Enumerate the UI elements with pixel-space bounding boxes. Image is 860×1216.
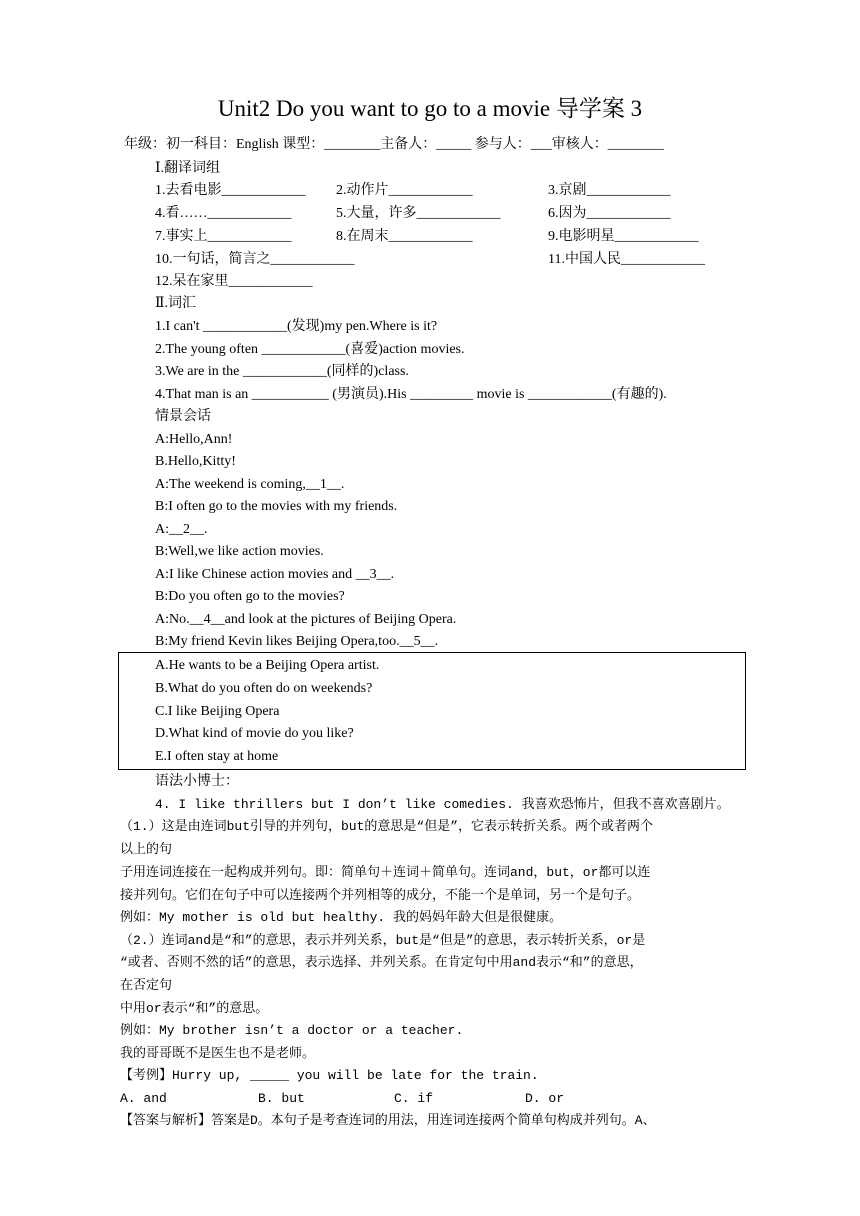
example-question: 【考例】Hurry up, _____ you will be late for the train. bbox=[120, 1068, 539, 1083]
grammar-line: 例如：My brother isn’t a doctor or a teacher. bbox=[120, 1023, 464, 1038]
word-item: 4.That man is an ___________ (男演员).His _________ movie is ____________(有趣的). bbox=[155, 387, 667, 402]
example-option: D. or bbox=[525, 1091, 565, 1106]
dialogue-line: B:My friend Kevin likes Beijing Opera,too.__5__. bbox=[155, 634, 439, 649]
option-item: B.What do you often do on weekends? bbox=[155, 681, 373, 696]
dialogue-line: B.Hello,Kitty! bbox=[155, 454, 236, 469]
option-item: C.I like Beijing Opera bbox=[155, 704, 280, 719]
dialogue-line: B:Well,we like action movies. bbox=[155, 544, 324, 559]
example-option: A. and bbox=[120, 1091, 167, 1106]
dialogue-line: B:I often go to the movies with my friends. bbox=[155, 499, 398, 514]
grammar-line: 4. I like thrillers but I don’t like comedies. 我喜欢恐怖片，但我不喜欢喜剧片。 bbox=[155, 797, 730, 812]
vocab-item: 12.呆在家里____________ bbox=[155, 274, 313, 289]
vocab-item: 2.动作片____________ bbox=[336, 183, 473, 198]
word-item: 3.We are in the ____________(同样的)class. bbox=[155, 364, 409, 379]
grammar-line: 接并列句。它们在句子中可以连接两个并列相等的成分，不能一个是单词，另一个是句子。 bbox=[120, 888, 641, 903]
vocab-item: 5.大量，许多____________ bbox=[336, 206, 501, 221]
vocab-item: 1.去看电影____________ bbox=[155, 183, 306, 198]
dialogue-line: B:Do you often go to the movies? bbox=[155, 589, 345, 604]
dialogue-line: A:The weekend is coming,__1__. bbox=[155, 477, 345, 492]
dialogue-line: A:Hello,Ann! bbox=[155, 432, 233, 447]
grammar-line: （1.）这是由连词but引导的并列句，but的意思是“但是”，它表示转折关系。两个或者两个 bbox=[120, 819, 654, 834]
example-option: B. but bbox=[258, 1091, 305, 1106]
vocab-item: 6.因为____________ bbox=[548, 206, 671, 221]
answer-analysis: 【答案与解析】答案是D。本句子是考查连词的用法，用连词连接两个简单句构成并列句。A、 bbox=[120, 1113, 656, 1128]
dialogue-line: A:No.__4__and look at the pictures of Beijing Opera. bbox=[155, 612, 457, 627]
word-item: 1.I can't ____________(发现)my pen.Where is it? bbox=[155, 319, 438, 334]
vocab-item: 3.京剧____________ bbox=[548, 183, 671, 198]
vocab-item: 7.事实上____________ bbox=[155, 229, 292, 244]
vocab-item: 11.中国人民____________ bbox=[548, 252, 705, 267]
grammar-line: 中用or表示“和”的意思。 bbox=[120, 1001, 269, 1016]
option-item: A.He wants to be a Beijing Opera artist. bbox=[155, 658, 380, 673]
vocab-item: 10.一句话，简言之____________ bbox=[155, 252, 355, 267]
grammar-line: 子用连词连接在一起构成并列句。即：简单句＋连词＋简单句。连词and，but，or都可以连 bbox=[120, 865, 651, 880]
dialogue-line: A:I like Chinese action movies and __3__. bbox=[155, 567, 395, 582]
vocab-item: 8.在周末____________ bbox=[336, 229, 473, 244]
grammar-line: 我的哥哥既不是医生也不是老师。 bbox=[120, 1046, 316, 1061]
page-title: Unit2 Do you want to go to a movie 导学案 3 bbox=[217, 96, 643, 121]
section1-heading: Ⅰ.翻译词组 bbox=[155, 161, 221, 176]
word-item: 2.The young often ____________(喜爱)action movies. bbox=[155, 342, 465, 357]
dialogue-heading: 情景会话 bbox=[155, 409, 211, 424]
grammar-line: 例如：My mother is old but healthy. 我的妈妈年龄大但是很健康。 bbox=[120, 910, 563, 925]
grammar-heading: 语法小博士： bbox=[155, 774, 239, 789]
grammar-line: “或者、否则不然的话”的意思，表示选择、并列关系。在肯定句中用and表示“和”的意思， bbox=[120, 955, 643, 970]
option-item: D.What kind of movie do you like? bbox=[155, 726, 354, 741]
grammar-line: 以上的句 bbox=[120, 842, 173, 857]
vocab-item: 9.电影明星____________ bbox=[548, 229, 699, 244]
vocab-item: 4.看……____________ bbox=[155, 206, 292, 221]
grammar-line: 在否定句 bbox=[120, 978, 173, 993]
example-option: C. if bbox=[394, 1091, 434, 1106]
grammar-line: （2.）连词and是“和”的意思，表示并列关系，but是“但是”的意思，表示转折关系，or是 bbox=[120, 933, 646, 948]
dialogue-line: A:__2__. bbox=[155, 522, 208, 537]
section2-heading: Ⅱ.词汇 bbox=[155, 296, 197, 311]
header-info: 年级：初一科目：English 课型：________主备人：_____ 参与人：___审核人：________ bbox=[124, 137, 664, 152]
option-item: E.I often stay at home bbox=[155, 749, 279, 764]
